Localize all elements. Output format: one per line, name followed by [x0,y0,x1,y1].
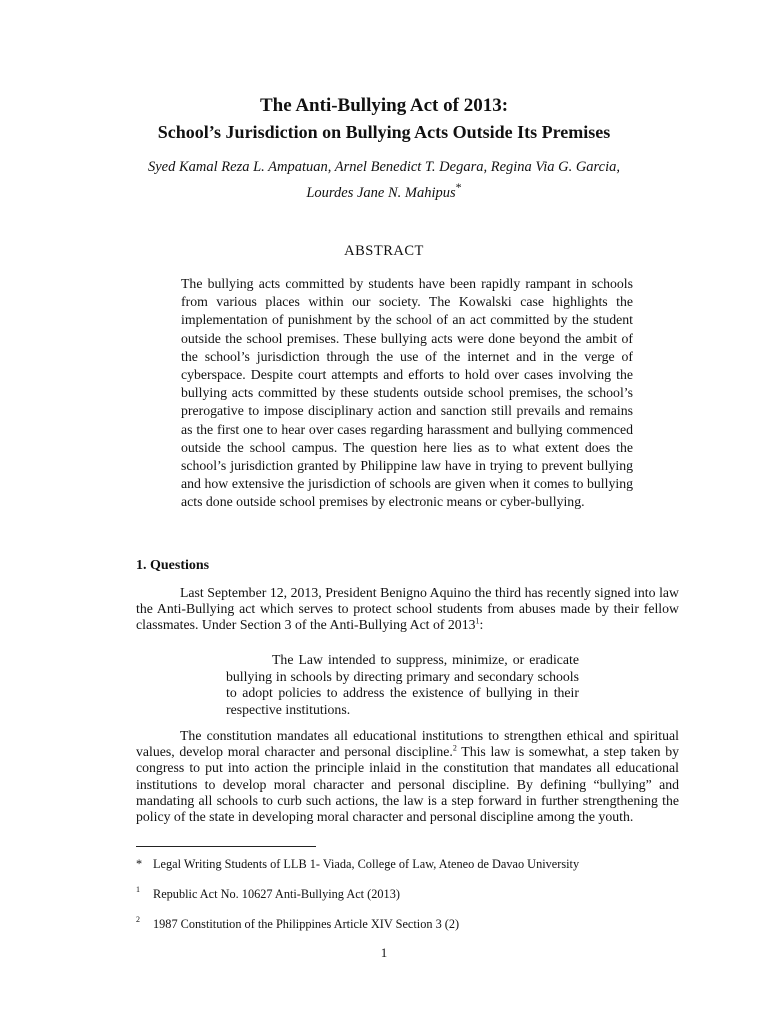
paper-subtitle: School’s Jurisdiction on Bullying Acts Outside Its Premises [157,122,611,142]
abstract-body: The bullying acts committed by students have been rapidly rampant in schools from various places within our society. The Kowalski case highlights the implementation of punishment by the school of an act committed by the student outside the school premises. These bullying acts were done beyond the ambit of the school’s jurisdiction through the use of the internet and in the verge of cyberspace. Despite court attempts and efforts to hold over cases involving the bullying acts committed by these students outside school premises, the school’s prerogative to impose disciplinary action and sanction still prevails and remains as the first one to hear over cases regarding harassment and bullying commenced outside the school campus. The question here lies as to what extent does the school’s jurisdiction granted by Philippine law have in trying to prevent bullying and how extensive the jurisdiction of schools are given when it comes to bullying acts done outside school premises by electronic means or cyber-bullying. [181,276,633,510]
footnote [136,886,400,902]
footnote-ref-2: 2 [452,743,457,753]
footnote-mark: * [136,857,143,871]
authors-line-2 [0,177,768,203]
footnote-mark: 2 [136,915,140,924]
section-heading: 1. Questions [136,558,210,573]
footnote-ref-1: 1 [475,616,480,626]
page-number: 1 [380,945,388,960]
block-quote: The Law intended to suppress, minimize, or eradicate bullying in schools by directing primary and secondary schools to adopt policies to address the existence of bullying in their respective institutions. [226,652,579,717]
paragraph-2-text-b: This law is somewhat, a step taken by congress to put into action the principle inlaid in the constitution that mandates all educational institutions to develop moral character and personal discipline. By defining “bullying” and mandating all schools to curb such actions, the law is a step forward in further strengthening the policy of the state in developing moral character and personal discipline among the youth. [136,744,679,825]
paper-title: The Anti-Bullying Act of 2013: [259,95,509,116]
abstract-heading: ABSTRACT [344,243,424,259]
footnote-divider [136,846,316,847]
paragraph-1 [136,585,679,634]
footnote-text: 1987 Constitution of the Philippines Article XIV Section 3 (2) [153,917,460,931]
author-footnote-mark: * [455,180,462,194]
paragraph-1-text: Last September 12, 2013, President Benigno Aquino the third has recently signed into law the Anti-Bullying act which serves to protect school students from abuses made by their fellow classmates. Under Section 3 of the Anti-Bullying Act of 2013 [136,585,679,633]
footnote [136,916,459,932]
footnote [136,856,579,872]
paragraph-1-end: : [479,617,484,633]
paragraph-2-text-a: The constitution mandates all educational institutions to strengthen ethical and spiritual values, develop moral character and personal discipline. [136,728,679,760]
author-list [0,157,768,203]
footnote-mark: 1 [136,885,140,894]
authors-line-1: Syed Kamal Reza L. Ampatuan, Arnel Benedict T. Degara, Regina Via G. Garcia, [148,159,620,175]
paragraph-2 [136,728,679,825]
footnote-text: Legal Writing Students of LLB 1- Viada, College of Law, Ateneo de Davao University [153,857,580,871]
footnote-text: Republic Act No. 10627 Anti-Bullying Act (2013) [153,887,400,901]
authors-line-2-text: Lourdes Jane N. Mahipus [306,184,456,201]
